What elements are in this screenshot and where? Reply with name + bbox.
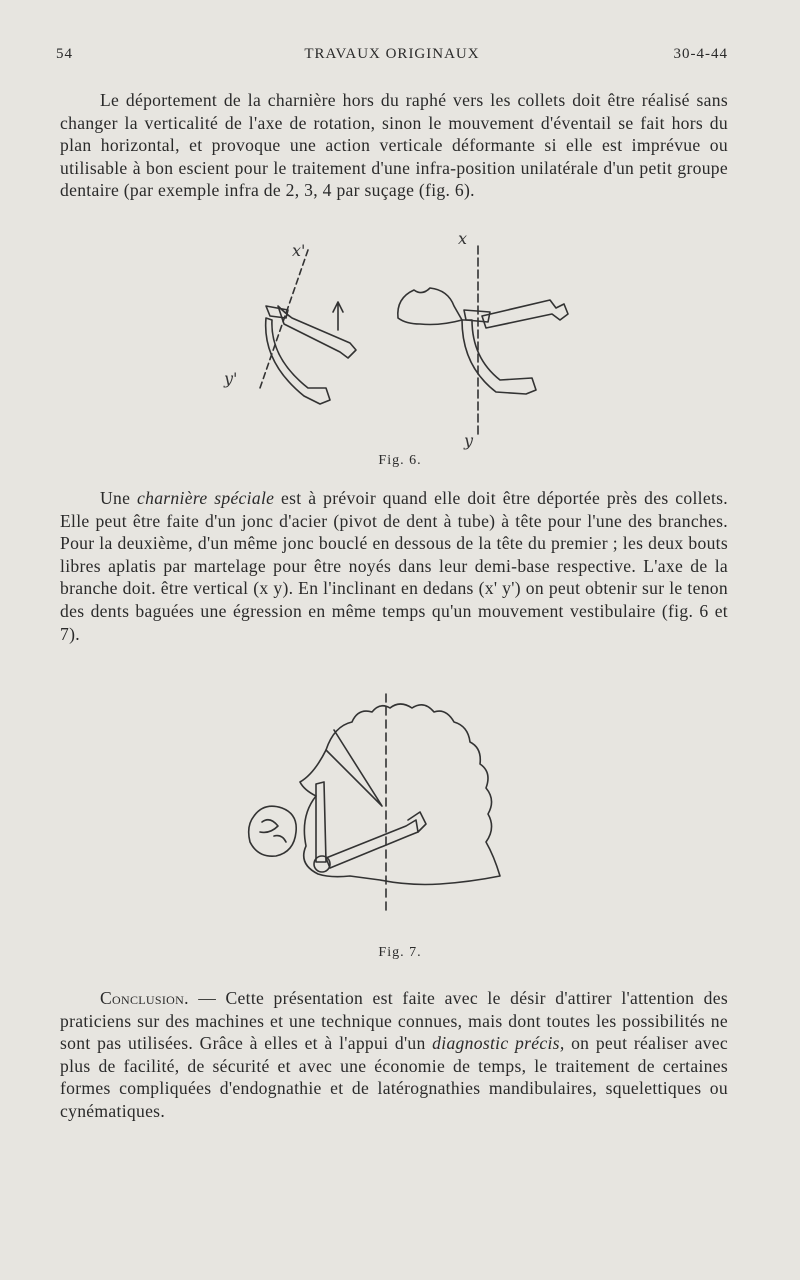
label-y: y [464, 431, 474, 450]
right-hinge-head [464, 310, 490, 322]
figure-6-drawing [200, 228, 600, 458]
paragraph-2-text [60, 487, 728, 645]
figure-6-caption: Fig. 6. [378, 453, 422, 468]
paragraph-1-text: Le déportement de la charnière hors du raphé vers les collets doit être réalisé sans changer la verticalité de l'axe de rotation, sinon le mouvement d'éventail se fait hors du plan horizontal, et provoque une action verticale déformante si elle est imprévue ou utilisable à bon escient pour le traitement d'une infra-position unilatérale d'un petit groupe dentaire (par exemple infra de 2, 3, 4 par suçage (fig. 6). [60, 90, 728, 201]
label-x: x [458, 229, 468, 248]
issue-date: 30-4-44 [673, 46, 728, 62]
figure-7-drawing [230, 686, 520, 916]
hinge-rod [316, 782, 326, 862]
paragraph-conclusion [60, 987, 728, 1123]
paragraph-2-italic: charnière spéciale [136, 488, 275, 508]
hinge-arm [326, 820, 418, 868]
molar-tooth-cusps [260, 820, 286, 842]
running-title: TRAVAUX ORIGINAUX [304, 46, 480, 62]
figure-6 [200, 228, 600, 458]
tooth-crown [398, 288, 462, 325]
figure-7 [230, 686, 520, 916]
paragraph-2-lead: Une [100, 488, 137, 508]
conclusion-label: Conclusion. [100, 988, 189, 1008]
right-lower-branch [462, 320, 536, 394]
conclusion-text-1: Cette présentation est faite avec le désir d'attirer l'attention des praticiens sur des machines et une technique connues, mais dont toutes les possibilités ne sont pas utilisées. Grâce à elles et à l'appui d'un [60, 988, 728, 1054]
page-number: 54 [56, 46, 73, 62]
right-upper-branch [482, 300, 568, 328]
paragraph-special-hinge [60, 487, 728, 645]
conclusion-italic: diagnostic précis, [432, 1033, 565, 1054]
conclusion-dash: — [188, 988, 226, 1008]
label-x-prime: x' [292, 241, 306, 260]
page-header [56, 46, 728, 70]
rotation-arrow [333, 302, 343, 330]
paragraph-hinge-displacement [60, 89, 728, 202]
conclusion-text [60, 987, 728, 1123]
left-upper-branch [278, 306, 356, 358]
label-y-prime: y' [224, 369, 238, 388]
v-wire [326, 730, 382, 806]
conclusion-text-2: on peut réaliser avec plus de facilité, de sécurité et avec une économie de temps, le traitement de certaines formes compliquées d'endognathie et de latérognathies mandibulaires, squelettiques ou cynématiques. [60, 1033, 728, 1121]
palate-outline [300, 704, 500, 885]
figure-7-caption: Fig. 7. [378, 945, 422, 960]
paragraph-2-rest: est à prévoir quand elle doit être déportée près des collets. Elle peut être faite d'un jonc d'acier (pivot de dent à tube) à tête pour l'une des branches. Pour la deuxième, d'un même jonc bouclé en dessous de la tête du premier ; les deux bouts libres aplatis par martelage pour être noyés dans leur demi-base respective. L'axe de la branche doit. être vertical (x y). En l'inclinant en dedans (x' y') on peut obtenir sur le tenon des dents baguées une égression en même temps qu'un mouvement vestibulaire (fig. 6 et 7). [60, 488, 728, 644]
molar-tooth [249, 806, 297, 856]
